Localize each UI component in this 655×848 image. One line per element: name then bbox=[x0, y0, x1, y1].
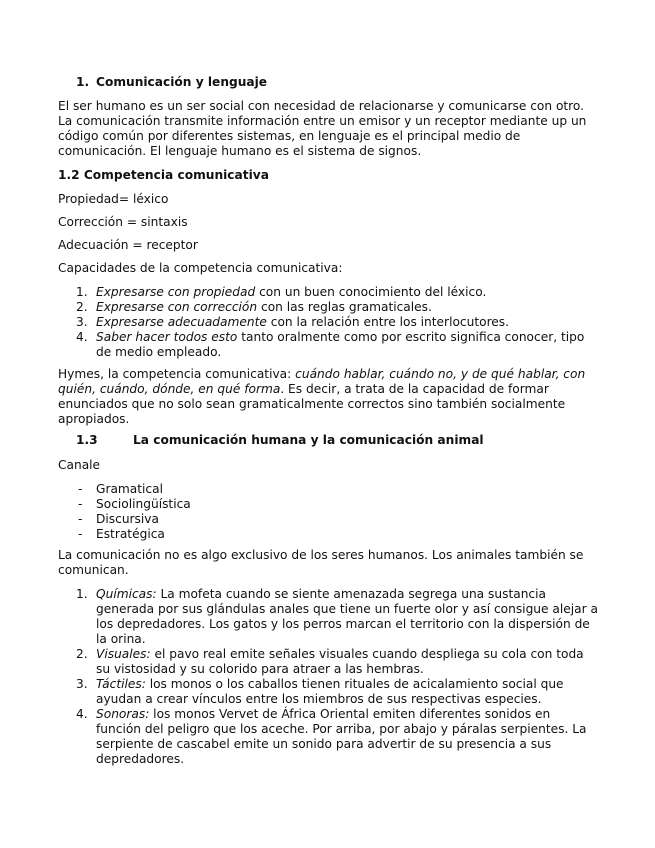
item-emphasis: Táctiles: bbox=[96, 677, 146, 691]
item-text: Gramatical bbox=[96, 482, 163, 496]
item-emphasis: Expresarse con corrección bbox=[96, 300, 258, 314]
item-text: tanto oralmente como por escrito significa conocer, tipo de medio empleado. bbox=[96, 330, 585, 359]
def-adecuacion: Adecuación = receptor bbox=[58, 238, 198, 252]
heading-title: La comunicación humana y la comunicación animal bbox=[133, 433, 484, 447]
heading-title: Comunicación y lenguaje bbox=[96, 75, 268, 89]
item-text: Sociolingüística bbox=[96, 497, 191, 511]
hymes-emphasis: cuándo hablar, cuándo no, y de qué hablar, con quién, cuándo, dónde, en qué forma bbox=[58, 367, 586, 396]
item-number: 4. bbox=[76, 330, 88, 344]
list-item bbox=[58, 587, 598, 647]
def-propiedad: Propiedad= léxico bbox=[58, 192, 169, 206]
def-correccion: Corrección = sintaxis bbox=[58, 215, 188, 229]
item-number: 1. bbox=[76, 587, 88, 601]
animal-intro: La comunicación no es algo exclusivo de los seres humanos. Los animales también se comunican. bbox=[58, 548, 584, 577]
item-number: 3. bbox=[76, 315, 88, 329]
capacidades-label: Capacidades de la competencia comunicativa: bbox=[58, 261, 343, 275]
item-emphasis: Expresarse con propiedad bbox=[96, 285, 256, 299]
item-text: con un buen conocimiento del léxico. bbox=[255, 285, 487, 299]
animal-list bbox=[58, 587, 598, 767]
list-item bbox=[58, 330, 598, 360]
dash-bullet: - bbox=[78, 482, 83, 496]
list-item bbox=[58, 677, 598, 707]
canale-list bbox=[58, 482, 598, 542]
heading-comunicacion-lenguaje bbox=[76, 75, 267, 90]
heading-comunicacion-humana-animal bbox=[76, 433, 484, 448]
item-emphasis: Visuales: bbox=[96, 647, 151, 661]
canale-label: Canale bbox=[58, 458, 101, 472]
item-number: 3. bbox=[76, 677, 88, 691]
item-text: Estratégica bbox=[96, 527, 165, 541]
item-number: 1. bbox=[76, 285, 88, 299]
item-number: 2. bbox=[76, 647, 88, 661]
item-text: con la relación entre los interlocutores. bbox=[266, 315, 510, 329]
dash-bullet: - bbox=[78, 527, 83, 541]
item-emphasis: Químicas: bbox=[96, 587, 157, 601]
list-item bbox=[58, 315, 598, 330]
intro-paragraph: El ser humano es un ser social con necesidad de relacionarse y comunicarse con otro. La comunicación transmite información entre un emisor y un receptor mediante up un código común por diferentes sistemas, en lenguaje es el principal medio de comunicación. El lenguaje humano es el sistema de signos. bbox=[58, 99, 587, 158]
item-text: el pavo real emite señales visuales cuando despliega su cola con toda su vistosidad y su colorido para atraer a las hembras. bbox=[96, 647, 584, 676]
hymes-post: . Es decir, a trata de la capacidad de formar enunciados que no solo sean gramaticalmente correctos sino también socialmente apropiados. bbox=[58, 382, 566, 426]
item-text: con las reglas gramaticales. bbox=[257, 300, 432, 314]
item-emphasis: Expresarse adecuadamente bbox=[96, 315, 267, 329]
list-item bbox=[58, 300, 598, 315]
hymes-paragraph bbox=[58, 367, 598, 427]
item-text: los monos Vervet de África Oriental emiten diferentes sonidos en función del peligro que los aceche. Por arriba, por abajo y páralas serpientes. La serpiente de cascabel emite un sonido para advertir de su presencia a sus depredadores. bbox=[96, 707, 587, 766]
item-text: La mofeta cuando se siente amenazada segrega una sustancia generada por sus glándulas anales que tiene un fuerte olor y así consigue alejar a los depredadores. Los gatos y los perros marcan el territorio con la dispersión de la orina. bbox=[96, 587, 598, 646]
dash-bullet: - bbox=[78, 512, 83, 526]
heading-competencia-comunicativa: 1.2 Competencia comunicativa bbox=[58, 168, 269, 182]
list-item bbox=[58, 707, 598, 767]
item-emphasis: Sonoras: bbox=[96, 707, 150, 721]
list-item bbox=[58, 285, 598, 300]
heading-number: 1.3 bbox=[76, 433, 98, 447]
list-item bbox=[58, 527, 598, 542]
list-item bbox=[58, 497, 598, 512]
list-item bbox=[58, 482, 598, 497]
item-number: 4. bbox=[76, 707, 88, 721]
hymes-pre: Hymes, la competencia comunicativa: bbox=[58, 367, 296, 381]
item-text: Discursiva bbox=[96, 512, 159, 526]
dash-bullet: - bbox=[78, 497, 83, 511]
item-text: los monos o los caballos tienen rituales de acicalamiento social que ayudan a crear vínculos entre los miembros de sus respectivas especies. bbox=[96, 677, 564, 706]
item-emphasis: Saber hacer todos esto bbox=[96, 330, 238, 344]
list-item bbox=[58, 512, 598, 527]
list-item bbox=[58, 647, 598, 677]
capacidades-list bbox=[58, 285, 598, 360]
item-number: 2. bbox=[76, 300, 88, 314]
heading-number: 1. bbox=[76, 75, 90, 89]
